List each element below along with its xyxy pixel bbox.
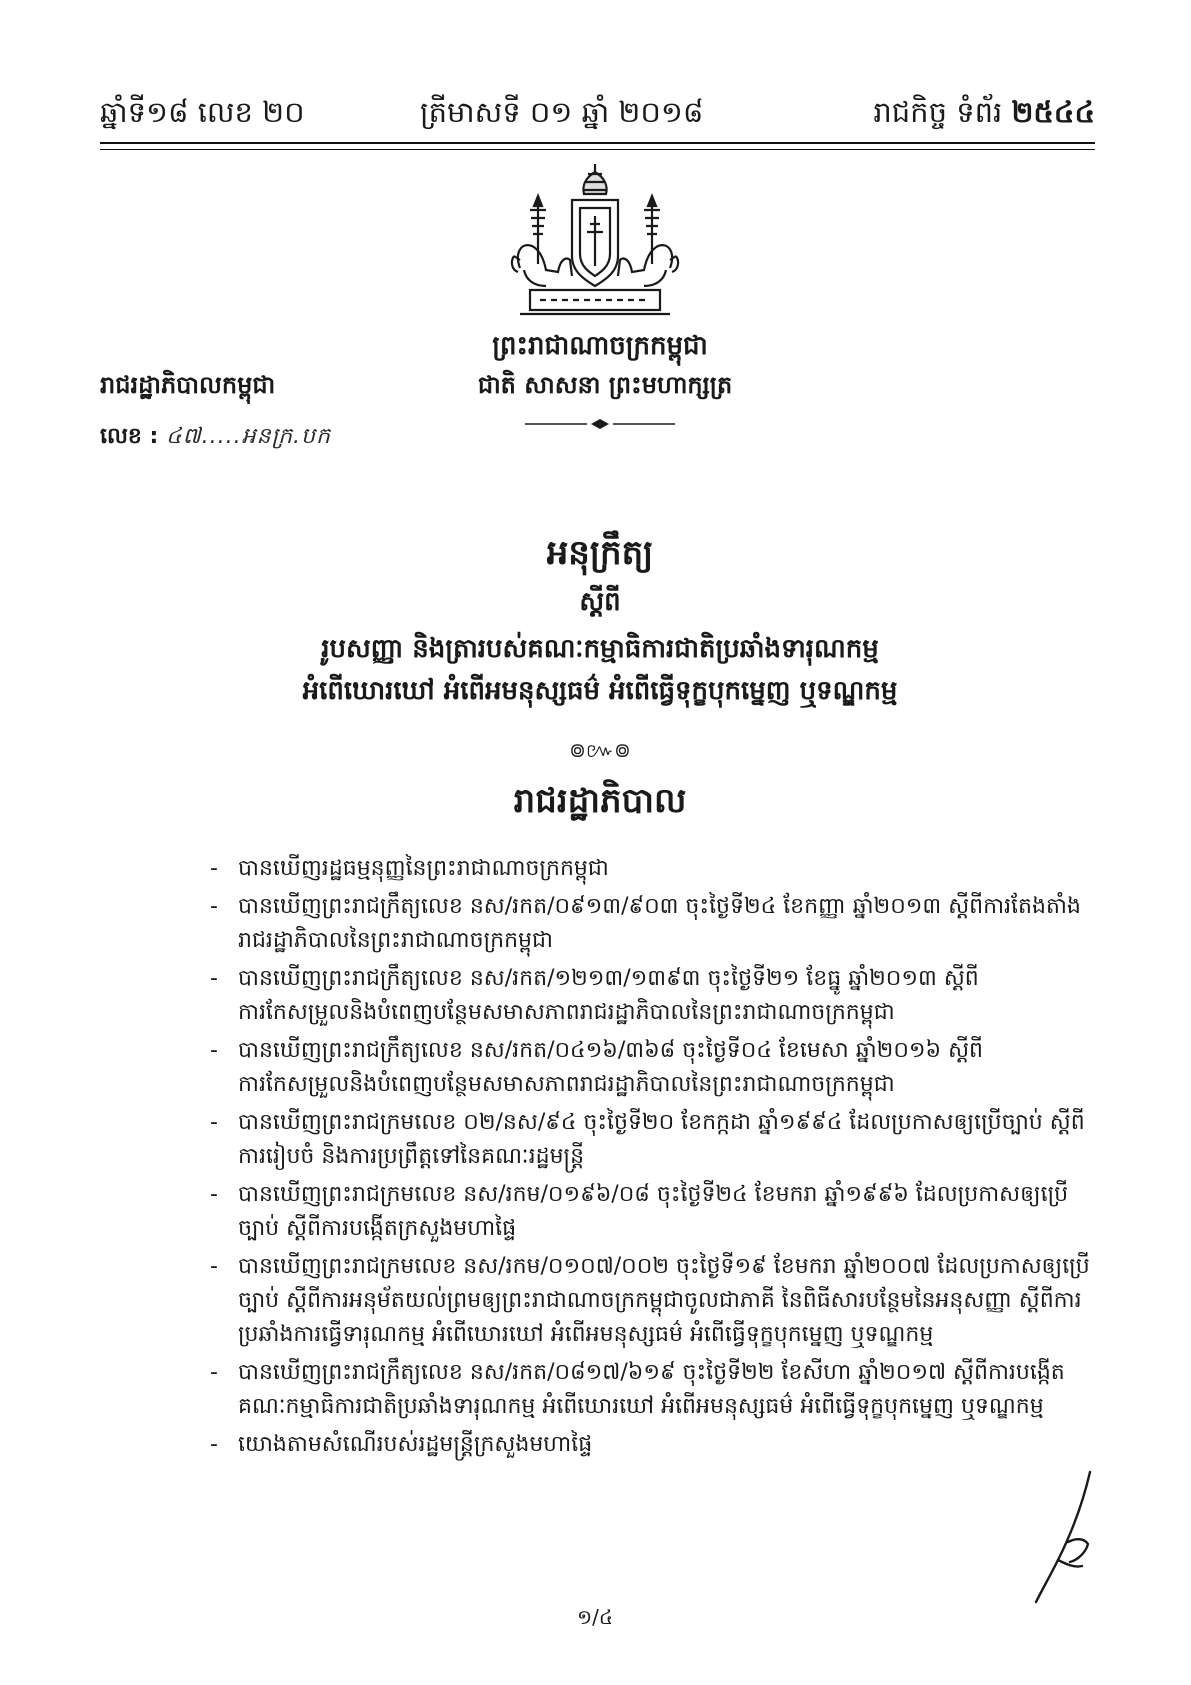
recital-item (210, 1428, 1090, 1462)
document-about-label: ស្តីពី (579, 587, 621, 617)
royal-coat-of-arms-icon (500, 160, 690, 322)
gazette-quarter: ត្រីមាសទី ០១ ឆ្នាំ ២០១៨ (420, 95, 704, 129)
gazette-header (100, 92, 1095, 132)
recital-text: បានឃើញរដ្ឋធម្មនុញ្ញនៃព្រះរាជាណាចក្រកម្ពុជា (238, 856, 609, 881)
recital-bullet: - (210, 1360, 218, 1385)
recital-item (210, 1178, 1090, 1246)
section-divider-mark: ៙៚៙ (569, 738, 631, 762)
recital-bullet: - (210, 1254, 218, 1279)
recital-text: បានឃើញព្រះរាជក្រឹត្យលេខ នស/រកត/០៨១៧/៦១៩ ចុះថ្ងៃទី២២ ខែសីហា ឆ្នាំ២០១៧ ស្តីពីការបង្កើតគណៈកម្មាធិការជាតិប្រឆាំងទារុណកម្ម អំពើឃោរឃៅ អំពើអមនុស្សធម៌ អំពើធ្វើទុក្ខបុកម្នេញ ឬទណ្ឌកម្ម (238, 1360, 1065, 1419)
ornament-divider-icon (525, 418, 675, 430)
document-subject (150, 628, 1050, 712)
recital-item (210, 1034, 1090, 1102)
handwritten-initial-mark-icon (1028, 1468, 1108, 1608)
reference-value: ៤៧.....អនក្រ.បក (166, 424, 331, 449)
recital-bullet: - (210, 966, 218, 991)
recital-text: បានឃើញព្រះរាជក្រឹត្យលេខ នស/រកត/០៤១៦/៣៦៨ ចុះថ្ងៃទី០៤ ខែមេសា ឆ្នាំ២០១៦ ស្តីពីការកែសម្រួលនិងបំពេញបន្ថែមសមាសភាពរាជរដ្ឋាភិបាលនៃព្រះរាជាណាចក្រកម្ពុជា (238, 1038, 984, 1097)
recital-bullet: - (210, 856, 218, 881)
issuing-authority: រាជរដ្ឋាភិបាលកម្ពុជា (100, 371, 276, 399)
recital-item (210, 1250, 1090, 1352)
recital-text: បានឃើញព្រះរាជក្រមលេខ នស/រកម/០១០៧/០០២ ចុះថ្ងៃទី១៩ ខែមករា ឆ្នាំ២០០៧ ដែលប្រកាសឲ្យប្រើច្បាប់ ស្តីពីការអនុម័តយល់ព្រមឲ្យព្រះរាជាណាចក្រកម្ពុជាចូលជាភាគី នៃពិធីសារបន្ថែមនៃអនុសញ្ញា ស្តីពីការប្រឆាំងការធ្វើទារុណកម្ម អំពើឃោរឃៅ អំពើអមនុស្សធម៌ អំពើធ្វើទុក្ខបុកម្នេញ ឬទណ្ឌកម្ម (238, 1254, 1090, 1347)
national-motto: ជាតិ សាសនា ព្រះមហាក្សត្រ (477, 371, 733, 399)
gazette-page (873, 92, 1095, 132)
header-double-rule (100, 142, 1095, 150)
recitals-list (210, 852, 1090, 1466)
government-heading: រាជរដ្ឋាភិបាល (513, 781, 687, 821)
recital-item (210, 962, 1090, 1030)
recital-bullet: - (210, 1432, 218, 1457)
page-number: ១/៤ (576, 1605, 614, 1629)
recital-item (210, 1356, 1090, 1424)
recital-text: បានឃើញព្រះរាជក្រឹត្យលេខ នស/រកត/១២១៣/១៣៩៣ ចុះថ្ងៃទី២១ ខែធ្នូ ឆ្នាំ២០១៣ ស្តីពីការកែសម្រួលនិងបំពេញបន្ថែមសមាសភាពរាជរដ្ឋាភិបាលនៃព្រះរាជាណាចក្រកម្ពុជា (238, 966, 979, 1025)
document-title: អនុក្រឹត្យ (546, 533, 654, 573)
gazette-year-issue: ឆ្នាំទី១៨ លេខ ២០ (100, 95, 305, 129)
recital-text: បានឃើញព្រះរាជក្រមលេខ នស/រកម/០១៩៦/០៨ ចុះថ្ងៃទី២៤ ខែមករា ឆ្នាំ១៩៩៦ ដែលប្រកាសឲ្យប្រើច្បាប់ ស្តីពីការបង្កើតក្រសួងមហាផ្ទៃ (238, 1182, 1069, 1241)
recital-item (210, 890, 1090, 958)
recital-bullet: - (210, 1038, 218, 1063)
document-reference (100, 420, 331, 454)
gazette-page-number: ២៥៤៤ (1011, 95, 1095, 129)
reference-label: លេខ : (100, 424, 167, 449)
subject-line: អំពើឃោរឃៅ អំពើអមនុស្សធម៌ អំពើធ្វើទុក្ខបុកម្នេញ ឬទណ្ឌកម្ម (302, 676, 898, 706)
recital-bullet: - (210, 894, 218, 919)
recital-text: យោងតាមសំណើរបស់រដ្ឋមន្ត្រីក្រសួងមហាផ្ទៃ (238, 1432, 593, 1457)
recital-text: បានឃើញព្រះរាជក្រមលេខ ០២/នស/៩៤ ចុះថ្ងៃទី២០ ខែកក្កដា ឆ្នាំ១៩៩៤ ដែលប្រកាសឲ្យប្រើច្បាប់ ស្តីពីការរៀបចំ និងការប្រព្រឹត្តទៅនៃគណៈរដ្ឋមន្ត្រី (238, 1110, 1085, 1169)
subject-line: រូបសញ្ញា និងត្រារបស់គណៈកម្មាធិការជាតិប្រឆាំងទារុណកម្ម (321, 634, 879, 664)
gazette-page-label: រាជកិច្ច ទំព័រ (873, 95, 1012, 129)
kingdom-name: ព្រះរាជាណាចក្រកម្ពុជា (492, 331, 708, 361)
recital-bullet: - (210, 1110, 218, 1135)
recital-bullet: - (210, 1182, 218, 1207)
recital-item (210, 852, 1090, 886)
recital-item (210, 1106, 1090, 1174)
recital-text: បានឃើញព្រះរាជក្រឹត្យលេខ នស/រកត/០៩១៣/៩០៣ ចុះថ្ងៃទី២៤ ខែកញ្ញា ឆ្នាំ២០១៣ ស្តីពីការតែងតាំងរាជរដ្ឋាភិបាលនៃព្រះរាជាណាចក្រកម្ពុជា (238, 894, 1081, 953)
